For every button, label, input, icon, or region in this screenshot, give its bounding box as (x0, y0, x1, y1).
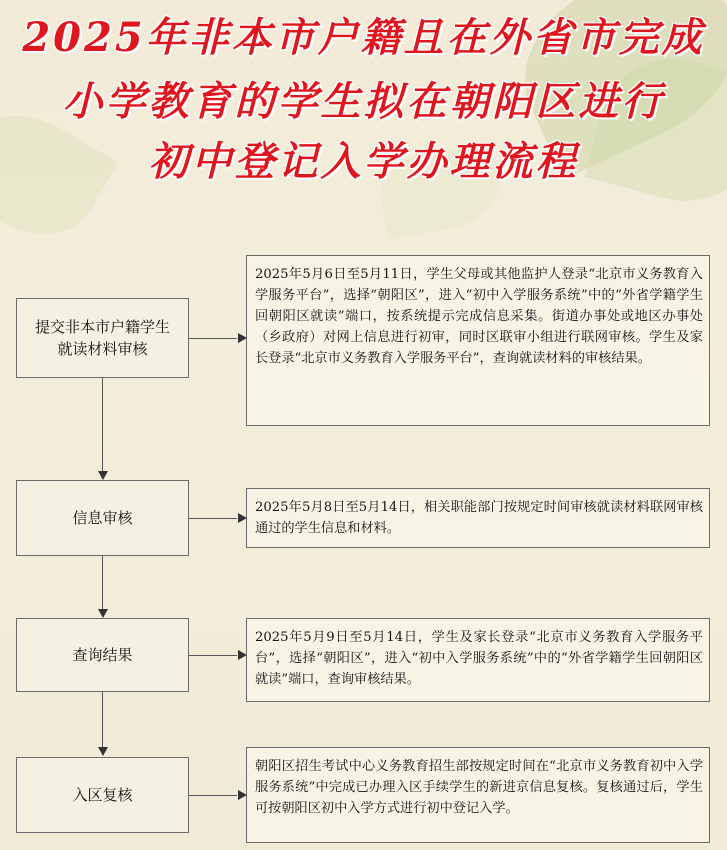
connector-3 (189, 655, 237, 656)
title-line-1: 2025年非本市户籍且在外省市完成 (22, 14, 705, 61)
step-2-label: 信息审核 (72, 509, 133, 527)
step-4-box (16, 757, 189, 833)
step-3-description: 2025年5月9日至5月14日，学生及家长登录“北京市义务教育入学服务平台”，选择“朝阳区”，进入“初中入学服务系统”中的“外省学籍学生回朝阳区就读”端口，查询审核结果。 (246, 618, 710, 702)
step-2-description: 2025年5月8日至5月14日，相关职能部门按规定时间审核就读材料联网审核通过的学生信息和材料。 (246, 488, 710, 548)
step-1-box (16, 298, 189, 378)
step-2-box (16, 480, 189, 556)
arrow-down-icon (98, 471, 108, 480)
connector-down-3 (102, 692, 103, 749)
arrow-down-icon (98, 609, 108, 618)
step-3-label: 查询结果 (72, 646, 133, 664)
arrow-down-icon (98, 747, 108, 756)
step-1-label: 提交非本市户籍学生就读材料审核 (35, 318, 171, 358)
step-3-box (16, 618, 189, 692)
title-line-3: 初中登记入学办理流程 (148, 138, 579, 185)
connector-2 (189, 518, 237, 519)
connector-down-2 (102, 556, 103, 611)
step-4-description: 朝阳区招生考试中心义务教育招生部按规定时间在“北京市义务教育初中入学服务系统”中完成已办理入区手续学生的新进京信息复核。复核通过后，学生可按朝阳区初中入学方式进行初中登记入学。 (246, 747, 710, 843)
connector-4 (189, 795, 237, 796)
step-1-description: 2025年5月6日至5月11日，学生父母或其他监护人登录“北京市义务教育入学服务平台”，选择“朝阳区”，进入“初中入学服务系统”中的“外省学籍学生回朝阳区就读”端口，按系统提示完成信息采集。街道办事处或地区办事处（乡政府）对网上信息进行初审，同时区联审小组进行联网审核。学生及家长登录“北京市义务教育入学服务平台”，查询就读材料的审核结果。 (246, 255, 710, 426)
connector-down-1 (102, 378, 103, 473)
step-4-label: 入区复核 (72, 786, 133, 804)
connector-1 (189, 338, 237, 339)
title-line-2: 小学教育的学生拟在朝阳区进行 (62, 78, 665, 125)
